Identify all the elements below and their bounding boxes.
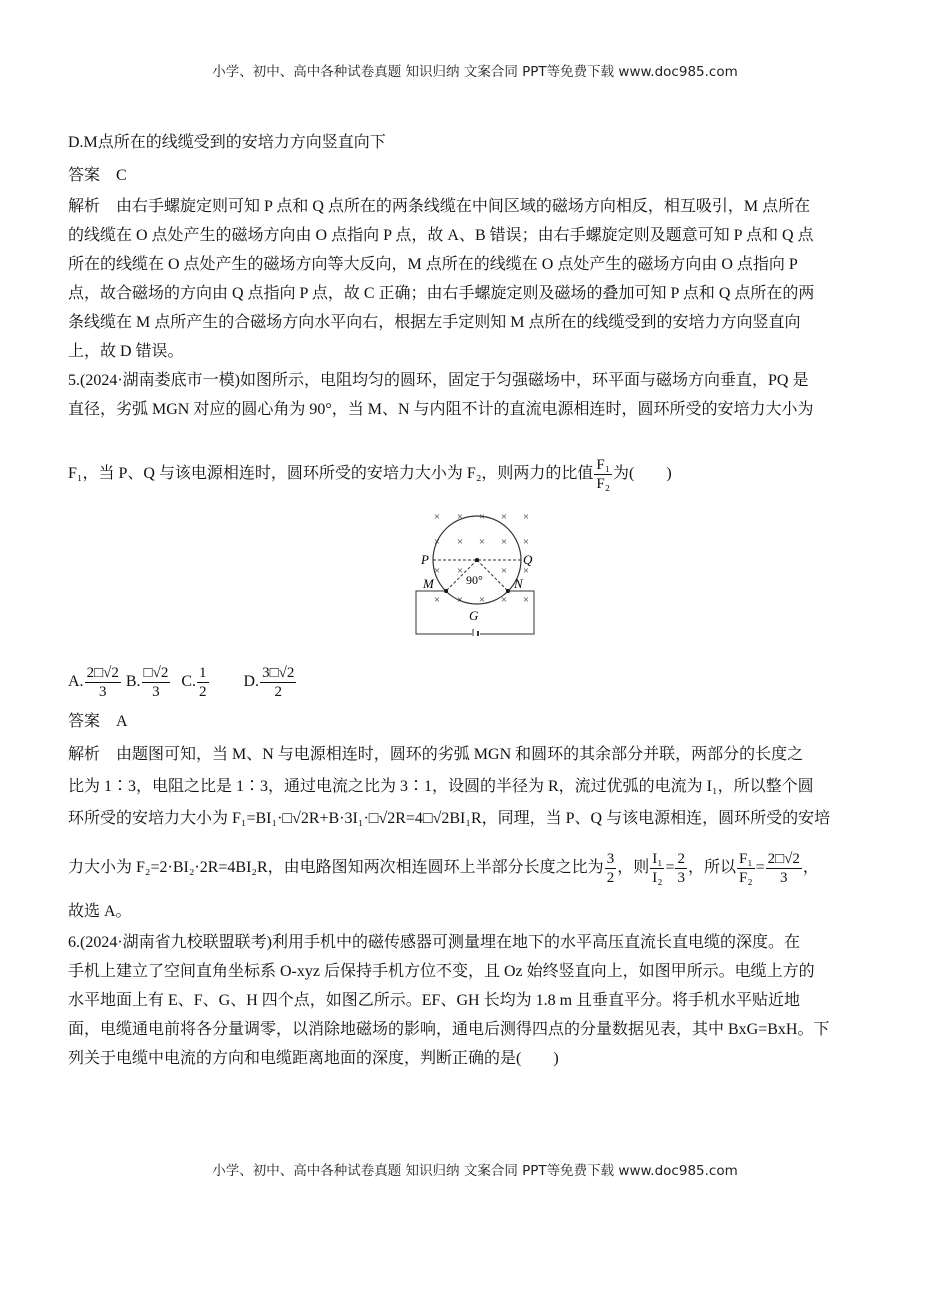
label-m: M xyxy=(423,576,434,591)
field-crosses xyxy=(434,511,529,606)
q5-stem-line xyxy=(68,452,672,496)
text: 3 xyxy=(98,683,107,700)
q6-stem-line: 6.(2024·湖南省九校联盟联考)利用手机中的磁传感器可测量埋在地下的水平高压直流长直电缆的深度。在 xyxy=(68,934,800,951)
label-angle: 90° xyxy=(466,573,483,587)
q6-stem-line: 水平地面上有 E、F、G、H 四个点，如图乙所示。EF、GH 长均为 1.8 m 且垂直平分。将手机水平贴近地 xyxy=(68,992,801,1009)
q5-analysis-line: 环所受的安培力大小为 F₁=BI₁·□√2R+B·3I₁·□√2R=4□√2BI₁R，同理，当 P、Q 与该电源相连，圆环所受的安培 xyxy=(68,810,831,827)
text: 1 xyxy=(199,664,207,681)
text: 2 xyxy=(606,869,615,886)
q6-stem-line: 手机上建立了空间直角坐标系 O-xyz 后保持手机方位不变，且 Oz 始终竖直向上，如图甲所示。电缆上方的 xyxy=(68,963,815,980)
answer-label: 答案 xyxy=(68,167,101,184)
denominator: F₂ xyxy=(596,475,610,492)
label-n: N xyxy=(514,576,523,591)
text: A. xyxy=(68,673,84,690)
svg-text:×: × xyxy=(433,594,441,606)
q4-analysis-line: 所在的线缆在 O 点处产生的磁场方向等大反向，M 点所在的线缆在 O 点处产生的磁场方向由 O 点指向 P xyxy=(68,256,798,273)
q4-analysis-line: 的线缆在 O 点处产生的磁场方向由 O 点指向 P 点，故 A、B 错误；由右手螺旋定则及题意可知 P 点和 Q 点 xyxy=(68,227,814,244)
q4-analysis-line xyxy=(68,197,810,217)
option-c[interactable] xyxy=(181,664,209,700)
stem-text: F₁，当 P、Q 与该电源相连时，圆环所受的安培力大小为 F₂，则两力的比值 xyxy=(68,465,594,482)
fraction xyxy=(650,850,664,887)
circuit-figure xyxy=(410,508,540,636)
svg-text:×: × xyxy=(500,511,508,523)
label-g: G xyxy=(469,608,479,623)
text: = xyxy=(755,859,765,876)
option-d: D.M点所在的线缆受到的安培力方向竖直向下 xyxy=(68,134,386,151)
text: □√2 xyxy=(143,664,169,681)
ratio-fraction xyxy=(594,456,612,493)
fraction xyxy=(675,850,687,887)
q5-conclusion: 故选 A。 xyxy=(68,903,132,920)
svg-text:×: × xyxy=(522,536,530,548)
text: B. xyxy=(125,673,141,690)
q4-answer xyxy=(68,166,127,186)
text: ，所以 xyxy=(687,859,736,876)
text: 2 xyxy=(677,850,685,867)
text: I₂ xyxy=(652,869,663,886)
q4-analysis-line: 点，故合磁场的方向由 Q 点指向 P 点，故 C 正确；由右手螺旋定则及磁场的叠加可知 P 点和 Q 点所在的两 xyxy=(68,285,815,302)
analysis-label: 解析 xyxy=(68,746,101,763)
svg-text:×: × xyxy=(478,594,486,606)
q5-stem-line: 直径，劣弧 MGN 对应的圆心角为 90°，当 M、N 与内阻不计的直流电源相连时，圆环所受的安培力大小为 xyxy=(68,401,814,418)
text: = xyxy=(665,859,675,876)
text: 3 xyxy=(606,850,615,867)
text: 3 xyxy=(779,869,788,886)
text: F₁ xyxy=(738,850,753,867)
option-d[interactable] xyxy=(243,664,298,700)
option-a[interactable] xyxy=(68,664,122,700)
text: ，则 xyxy=(617,859,650,876)
text: D. xyxy=(243,673,260,690)
fraction xyxy=(605,850,617,887)
svg-text:×: × xyxy=(456,511,464,523)
text: ， xyxy=(802,859,819,876)
svg-text:×: × xyxy=(433,536,441,548)
page-footer: 小学、初中、高中各种试卷真题 知识归纳 文案合同 PPT等免费下载 www.doc985.com xyxy=(212,1163,738,1179)
text: 3 xyxy=(677,869,685,886)
svg-text:×: × xyxy=(522,594,530,606)
q5-analysis-line xyxy=(68,846,819,890)
q4-analysis-line: 条线缆在 M 点所产生的合磁场方向水平向右，根据左手定则知 M 点所在的线缆受到的安培力方向竖直向 xyxy=(68,314,801,331)
q5-stem-line: 5.(2024·湖南娄底市一模)如图所示，电阻均匀的圆环，固定于匀强磁场中，环平面与磁场方向垂直，PQ 是 xyxy=(68,372,809,389)
text: 3 xyxy=(152,683,160,700)
page-header: 小学、初中、高中各种试卷真题 知识归纳 文案合同 PPT等免费下载 www.doc985.com xyxy=(212,64,738,80)
analysis-text: 由右手螺旋定则可知 P 点和 Q 点所在的两条线缆在中间区域的磁场方向相反，相互吸引，M 点所在 xyxy=(116,198,811,215)
q4-analysis-line: 上，故 D 错误。 xyxy=(68,343,184,360)
text: I₁ xyxy=(652,850,663,867)
svg-text:×: × xyxy=(456,536,464,548)
option-b[interactable] xyxy=(125,664,171,700)
text: 2□√2 xyxy=(767,850,800,867)
text: C. xyxy=(181,673,196,690)
svg-text:×: × xyxy=(478,511,486,523)
svg-text:×: × xyxy=(456,565,464,577)
svg-text:×: × xyxy=(500,565,508,577)
text: 力大小为 F₂=2·BI₂·2R=4BI₂R，由电路图知两次相连圆环上半部分长度之比为 xyxy=(68,859,604,876)
answer-value: C xyxy=(116,167,127,184)
q5-answer xyxy=(68,712,128,732)
answer-label: 答案 xyxy=(68,713,101,730)
text: 2□√2 xyxy=(86,664,119,681)
fraction xyxy=(737,850,755,887)
answer-value: A xyxy=(116,713,128,730)
svg-text:×: × xyxy=(500,594,508,606)
label-q: Q xyxy=(523,552,533,567)
numerator: F₁ xyxy=(596,456,610,473)
svg-text:×: × xyxy=(433,565,441,577)
fraction xyxy=(766,850,802,887)
text: 2 xyxy=(274,683,282,700)
text: 2 xyxy=(199,683,207,700)
text: 3□√2 xyxy=(262,664,295,681)
q5-options xyxy=(68,660,297,704)
label-p: P xyxy=(421,552,429,567)
q6-stem-line: 面，电缆通电前将各分量调零，以消除地磁场的影响，通电后测得四点的分量数据见表，其中 BxG=BxH。下 xyxy=(68,1021,830,1038)
svg-text:×: × xyxy=(522,565,530,577)
analysis-text: 由题图可知，当 M、N 与电源相连时，圆环的劣弧 MGN 和圆环的其余部分并联，两部分的长度之 xyxy=(116,746,804,763)
svg-text:×: × xyxy=(500,536,508,548)
q5-analysis-line xyxy=(68,745,803,765)
analysis-label: 解析 xyxy=(68,198,101,215)
q6-stem-line: 列关于电缆中电流的方向和电缆距离地面的深度，判断正确的是( ) xyxy=(68,1050,559,1067)
svg-text:×: × xyxy=(522,511,530,523)
svg-text:×: × xyxy=(433,511,441,523)
text: F₂ xyxy=(738,869,753,886)
svg-text:×: × xyxy=(478,536,486,548)
q5-analysis-line: 比为 1∶3，电阻之比是 1∶3，通过电流之比为 3∶1，设圆的半径为 R，流过优弧的电流为 I₁，所以整个圆 xyxy=(68,778,814,795)
svg-text:×: × xyxy=(456,594,464,606)
stem-end: 为( ) xyxy=(613,465,672,482)
